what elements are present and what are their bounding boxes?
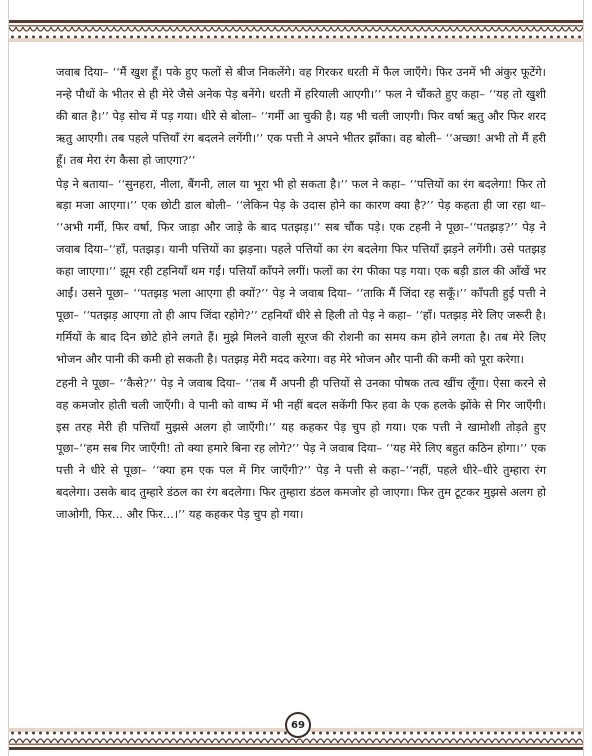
page-number: 69 bbox=[291, 719, 305, 731]
paragraph-3: टहनी ने पूछा– ‘‘कैसे?’’ पेड़ ने जवाब दिया– ‘‘तब मैं अपनी ही पत्तियों से उनका पोषक तत्व खींच लूँगा। ऐसा करने से वह कमजोर होती चली जाएँगी। वे पानी को वाष्प में भी नहीं बदल सकेंगी फिर हवा के एक हलके झोंके से गिर जाएँगी। इस तरह मेरी ही पत्तियाँ मुझसे अलग हो जाएँगी।’’ यह कहकर पेड़ चुप हो गया। एक पत्ती ने खामोशी तोड़ते हुए पूछा–‘‘हम सब गिर जाएँगी! तो क्या हमारे बिना रह लोगे?’’ पेड़ ने जवाब दिया– ‘‘यह मेरे लिए बहुत कठिन होगा।’’ एक पत्ती ने धीरे से पूछा– ‘‘क्या हम एक पल में गिर जाएँगी?’’ पेड़ ने पत्ती से कहा–‘‘नहीं, पहले धीरे–धीरे तुम्हारा रंग बदलेगा। उसके बाद तुम्हारे डंठल का रंग बदलेगा। फिर तुम्हारा डंठल कमजोर हो जाएगा। फिर तुम टूटकर मुझसे अलग हो जाओगी, फिर... और फिर...।’’ यह कहकर पेड़ चुप हो गया। bbox=[56, 375, 546, 522]
paragraph-1: जवाब दिया– ‘‘मैं खुश हूँ। पके हुए फलों से बीज निकलेंगे। वह गिरकर धरती में फैल जाएँगे। फिर उनमें भी अंकुर फूटेंगे। नन्हे पौधों के भीतर से ही मेरे जैसे अनेक पेड़ बनेंगे। धरती में हरियाली आएगी।’’ फल ने चौंकते हुए कहा– ‘‘यह तो खुशी की बात है।’’ पेड़ सोच में पड़ गया। धीरे से बोला– ‘‘गर्मी आ चुकी है। यह भी चली जाएगी। फिर वर्षा ऋतु और फिर शरद ऋतु आएगी। तब पहले पत्तियाँ रंग बदलने लगेंगी।’’ एक पत्ती ने अपने भीतर झाँका। वह बोली– ‘‘अच्छा! अभी तो मैं हरी हूँ। तब मेरा रंग कैसा हो जाएगा?’’ bbox=[56, 65, 546, 167]
top-decorative-border bbox=[9, 20, 583, 42]
page-number-badge bbox=[285, 712, 311, 738]
paragraph-2: पेड़ ने बताया– ‘‘सुनहरा, नीला, बैंगनी, लाल या भूरा भी हो सकता है।’’ फल ने कहा– ‘‘पत्तियों का रंग बदलेगा! फिर तो बड़ा मजा आएगा।’’ एक छोटी डाल बोली– ‘‘लेकिन पेड़ के उदास होने का कारण क्या है?’’ पेड़ कहता ही जा रहा था– ‘‘अभी गर्मी, फिर वर्षा, फिर जाड़ा और जाड़े के बाद पतझड़।’’ सब चौंक पड़े। एक टहनी ने पूछा–‘‘पतझड़?’’ पेड़ ने जवाब दिया–‘‘हाँ, पतझड़। यानी पत्तियों का झड़ना। पहले पत्तियों का रंग बदलेगा फिर पत्तियाँ झड़ने लगेंगी। उसे पतझड़ कहा जाएगा।’’ झूम रही टहनियाँ थम गईं। पत्तियाँ काँपने लगीं। फलों का रंग फीका पड़ गया। एक बड़ी डाल की आँखें भर आईं। उसने पूछा– ‘‘पतझड़ भला आएगा ही क्यों?’’ पेड़ ने जवाब दिया– ‘‘ताकि मैं जिंदा रह सकूँ।’’ काँपती हुई पत्ती ने पूछा– ‘‘पतझड़ आएगा तो ही आप जिंदा रहोगे?’’ टहनियाँ धीरे से हिली तो पेड़ ने कहा– ‘‘हाँ। पतझड़ मेरे लिए जरूरी है। गर्मियों के बाद दिन छोटे होने लगते हैं। मुझे मिलने वाली सूरज की रोशनी का समय कम होने लगता है। तब मेरे लिए भोजन और पानी की कमी हो सकती है। पतझड़ मेरी मदद करेगा। वह मेरे भोजन और पानी की कमी को पूरा करेगा। bbox=[56, 176, 546, 366]
story-text bbox=[56, 62, 546, 528]
